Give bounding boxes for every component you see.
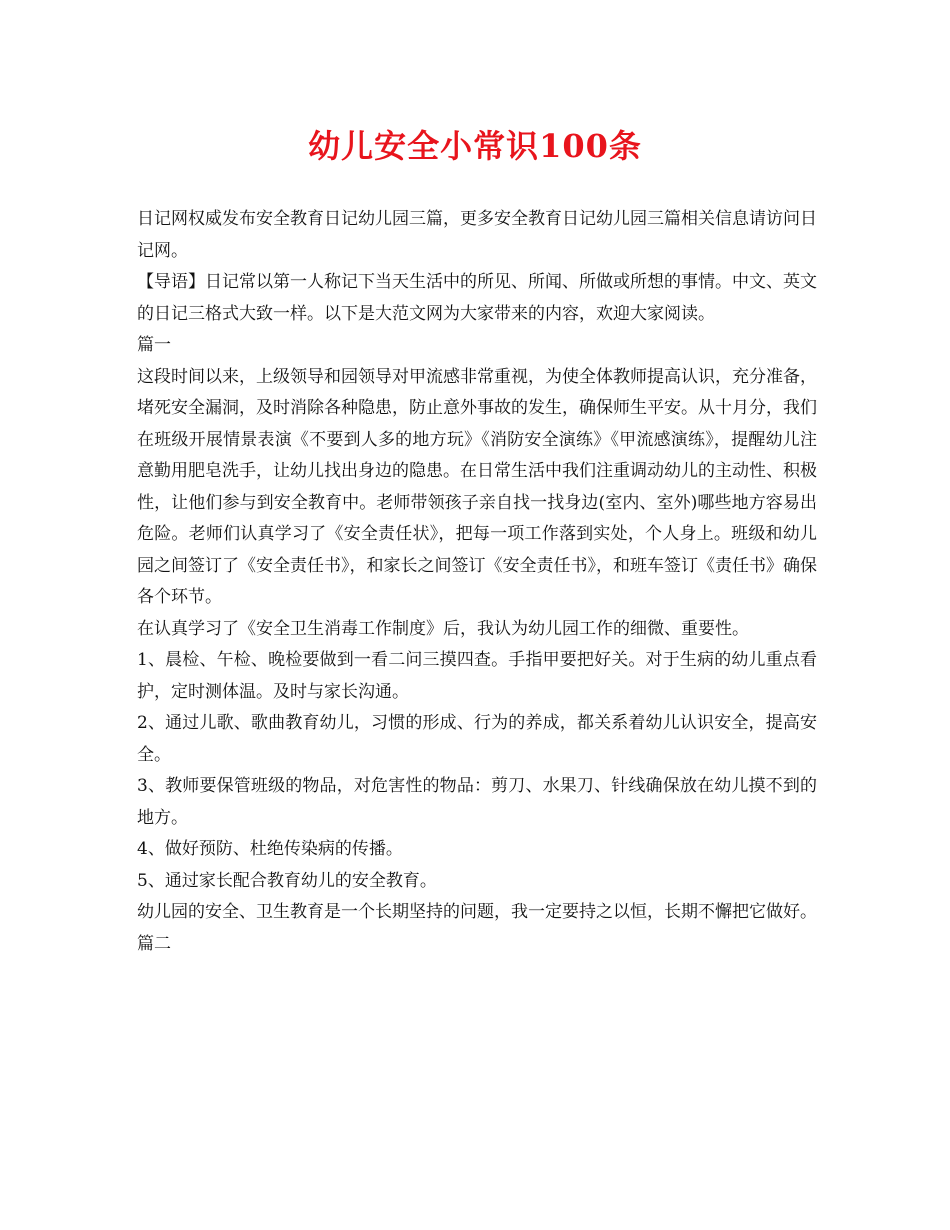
body-paragraph: 这段时间以来，上级领导和园领导对甲流感非常重视，为使全体教师提高认识，充分准备，堵死安全漏洞，及时消除各种隐患，防止意外事故的发生，确保师生平安。从十月分，我们在班级开展情景表演《不要到人多的地方玩》《消防安全演练》《甲流感演练》，提醒幼儿注意勤用肥皂洗手，让幼儿找出身边的隐患。在日常生活中我们注重调动幼儿的主动性、积极性，让他们参与到安全教育中。老师带领孩子亲自找一找身边(室内、室外)哪些地方容易出危险。老师们认真学习了《安全责任状》，把每一项工作落到实处，个人身上。班级和幼儿园之间签订了《安全责任书》，和家长之间签订《安全责任书》，和班车签订《责任书》确保各个环节。 [137, 366, 817, 607]
guide-paragraph: 【导语】日记常以第一人称记下当天生活中的所见、所闻、所做或所想的事情。中文、英文的日记三格式大致一样。以下是大范文网为大家带来的内容，欢迎大家阅读。 [137, 272, 817, 324]
closing-paragraph: 幼儿园的安全、卫生教育是一个长期坚持的问题，我一定要持之以恒，长期不懈把它做好。 [137, 902, 817, 922]
document-body [137, 204, 817, 960]
list-item-4: 4、做好预防、杜绝传染病的传播。 [137, 839, 403, 859]
body-paragraph: 在认真学习了《安全卫生消毒工作制度》后，我认为幼儿园工作的细微、重要性。 [137, 618, 749, 639]
page-title: 幼儿安全小常识100条 [308, 127, 642, 165]
section-heading-2: 篇二 [137, 933, 171, 954]
list-item-1: 1、晨检、午检、晚检要做到一看二问三摸四查。手指甲要把好关。对于生病的幼儿重点看护，定时测体温。及时与家长沟通。 [137, 650, 817, 702]
list-item-2: 2、通过儿歌、歌曲教育幼儿，习惯的形成、行为的养成，都关系着幼儿认识安全，提高安全。 [137, 713, 817, 765]
list-item-5: 5、通过家长配合教育幼儿的安全教育。 [137, 870, 437, 891]
list-item-3: 3、教师要保管班级的物品，对危害性的物品：剪刀、水果刀、针线确保放在幼儿摸不到的地方。 [137, 776, 817, 828]
intro-paragraph: 日记网权威发布安全教育日记幼儿园三篇，更多安全教育日记幼儿园三篇相关信息请访问日记网。 [137, 209, 817, 261]
section-heading-1: 篇一 [137, 335, 171, 355]
